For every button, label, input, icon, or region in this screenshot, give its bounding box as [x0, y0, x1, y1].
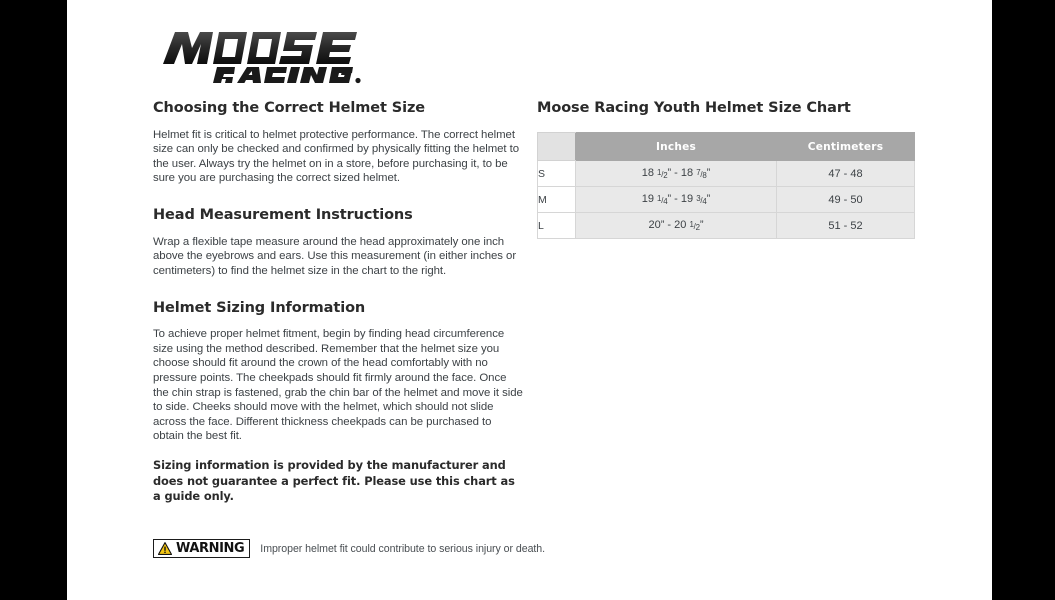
warning-label: WARNING — [176, 540, 245, 556]
left-content-column — [153, 100, 525, 444]
warning-row — [153, 539, 545, 558]
cell-centimeters: 51 - 52 — [777, 213, 915, 239]
section-title: Helmet Sizing Information — [153, 299, 366, 316]
section-title: Head Measurement Instructions — [153, 207, 413, 224]
table-row — [538, 187, 915, 213]
cell-inches: 18 1/2” - 18 7/8” — [576, 161, 777, 187]
document-page — [67, 0, 992, 600]
cell-inches: 19 1/4” - 19 3/4” — [576, 187, 777, 213]
size-chart-column — [537, 100, 927, 239]
warning-badge — [153, 539, 250, 558]
cell-centimeters: 49 - 50 — [777, 187, 915, 213]
warning-triangle-icon — [158, 542, 172, 555]
warning-text: Improper helmet fit could contribute to serious injury or death. — [260, 542, 546, 555]
table-header-inches: Inches — [576, 133, 777, 161]
cell-centimeters: 47 - 48 — [777, 161, 915, 187]
moose-racing-logo — [155, 26, 365, 88]
cell-size: L — [538, 213, 576, 239]
cell-size: S — [538, 161, 576, 187]
section-title: Choosing the Correct Helmet Size — [153, 100, 426, 116]
cell-inches: 20” - 20 1/2” — [576, 213, 777, 239]
size-chart-title: Moose Racing Youth Helmet Size Chart — [537, 100, 851, 116]
disclaimer — [153, 458, 525, 505]
section-head-measurement — [153, 207, 525, 278]
section-body: Helmet fit is critical to helmet protective performance. The correct helmet size can only be checked and confirmed by physically fitting the helmet to the user. Always try the helmet on in a store, before purchasing it, to be sure you are purchasing the correct sized helmet. — [153, 128, 520, 185]
table-row — [538, 161, 915, 187]
table-row — [538, 213, 915, 239]
table-body — [538, 161, 915, 239]
section-choosing-size — [153, 100, 525, 186]
table-header-row — [538, 133, 915, 161]
section-body: To achieve proper helmet fitment, begin by finding head circumference size using the method described. Remember that the helmet size you choose should fit around the crown of the head comfortably with no pressure points. The cheekpads should fit firmly around the face. Once the chin strap is fastened, grab the chin bar of the helmet and move it side to side. Cheeks should move with the helmet, which should not slide across the face. Different thickness cheekpads can be purchased to obtain the best fit. — [153, 328, 523, 443]
table-header-centimeters: Centimeters — [777, 133, 915, 161]
disclaimer-text: Sizing information is provided by the manufacturer and does not guarantee a perfect fit. Please use this chart as a guide only. — [153, 458, 515, 503]
table-header-blank — [538, 133, 576, 161]
size-chart-table — [537, 132, 915, 239]
section-helmet-sizing-info — [153, 300, 525, 444]
cell-size: M — [538, 187, 576, 213]
section-body: Wrap a flexible tape measure around the head approximately one inch above the eyebrows and ears. Use this measurement (in either inches or centimeters) to find the helmet size in the chart to the right. — [153, 235, 517, 277]
